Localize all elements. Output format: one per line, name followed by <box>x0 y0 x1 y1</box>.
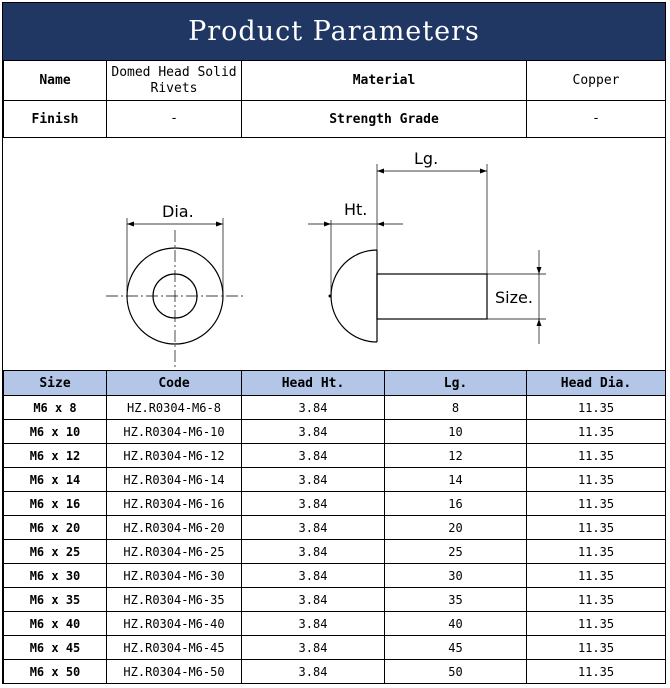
table-body <box>4 396 666 684</box>
code-cell: HZ.R0304-M6-10 <box>107 420 242 444</box>
code-cell: HZ.R0304-M6-40 <box>107 612 242 636</box>
size-label: Size. <box>495 288 533 307</box>
ht-arrow-right <box>377 222 384 227</box>
head-ht-cell: 3.84 <box>242 396 385 420</box>
size-cell: M6 x 12 <box>4 444 107 468</box>
page-title: Product Parameters <box>3 3 665 60</box>
head-dia-cell: 11.35 <box>527 420 666 444</box>
lg-cell: 45 <box>385 636 527 660</box>
code-cell: HZ.R0304-M6-8 <box>107 396 242 420</box>
size-arrow-top <box>537 267 542 274</box>
table-header-row <box>4 371 666 396</box>
material-label: Material <box>242 61 527 101</box>
dome-apex-dot <box>329 295 332 298</box>
code-cell: HZ.R0304-M6-20 <box>107 516 242 540</box>
lg-cell: 10 <box>385 420 527 444</box>
table-row <box>4 564 666 588</box>
info-row-finish <box>4 101 666 138</box>
code-cell: HZ.R0304-M6-45 <box>107 636 242 660</box>
strength-grade-label: Strength Grade <box>242 101 527 138</box>
lg-arrow-right <box>480 169 487 174</box>
head-ht-cell: 3.84 <box>242 444 385 468</box>
size-cell: M6 x 45 <box>4 636 107 660</box>
head-dia-cell: 11.35 <box>527 660 666 684</box>
strength-grade-value: - <box>527 101 666 138</box>
name-value: Domed Head Solid Rivets <box>107 61 242 101</box>
column-header-head-dia: Head Dia. <box>527 371 666 396</box>
head-ht-cell: 3.84 <box>242 516 385 540</box>
parameters-table <box>3 370 666 684</box>
head-dia-cell: 11.35 <box>527 468 666 492</box>
material-value: Copper <box>527 61 666 101</box>
head-ht-cell: 3.84 <box>242 468 385 492</box>
lg-cell: 20 <box>385 516 527 540</box>
head-ht-cell: 3.84 <box>242 588 385 612</box>
code-cell: HZ.R0304-M6-12 <box>107 444 242 468</box>
column-header-head-ht: Head Ht. <box>242 371 385 396</box>
code-cell: HZ.R0304-M6-14 <box>107 468 242 492</box>
code-cell: HZ.R0304-M6-35 <box>107 588 242 612</box>
size-cell: M6 x 25 <box>4 540 107 564</box>
head-ht-cell: 3.84 <box>242 636 385 660</box>
head-dia-cell: 11.35 <box>527 492 666 516</box>
dome-head-outline <box>331 250 377 342</box>
size-cell: M6 x 16 <box>4 492 107 516</box>
rivet-top-view <box>106 218 244 368</box>
head-dia-cell: 11.35 <box>527 564 666 588</box>
code-cell: HZ.R0304-M6-16 <box>107 492 242 516</box>
lg-cell: 40 <box>385 612 527 636</box>
technical-drawing <box>3 137 665 371</box>
shank-outline <box>377 274 487 319</box>
head-ht-cell: 3.84 <box>242 492 385 516</box>
dia-label: Dia. <box>162 202 194 221</box>
head-dia-cell: 11.35 <box>527 612 666 636</box>
table-row <box>4 612 666 636</box>
lg-cell: 50 <box>385 660 527 684</box>
head-ht-cell: 3.84 <box>242 564 385 588</box>
table-row <box>4 444 666 468</box>
head-dia-cell: 11.35 <box>527 444 666 468</box>
head-dia-cell: 11.35 <box>527 540 666 564</box>
finish-value: - <box>107 101 242 138</box>
table-row <box>4 396 666 420</box>
lg-arrow-left <box>377 169 384 174</box>
table-row <box>4 540 666 564</box>
head-ht-cell: 3.84 <box>242 660 385 684</box>
code-cell: HZ.R0304-M6-30 <box>107 564 242 588</box>
lg-cell: 14 <box>385 468 527 492</box>
lg-cell: 8 <box>385 396 527 420</box>
finish-label: Finish <box>4 101 107 138</box>
ht-arrow-left <box>324 222 331 227</box>
table-row <box>4 636 666 660</box>
lg-label: Lg. <box>414 149 439 168</box>
size-cell: M6 x 14 <box>4 468 107 492</box>
name-label: Name <box>4 61 107 101</box>
column-header-code: Code <box>107 371 242 396</box>
info-row-name <box>4 61 666 101</box>
rivet-drawing-svg <box>3 138 665 371</box>
head-dia-cell: 11.35 <box>527 588 666 612</box>
head-ht-cell: 3.84 <box>242 612 385 636</box>
lg-cell: 12 <box>385 444 527 468</box>
head-dia-cell: 11.35 <box>527 636 666 660</box>
head-ht-cell: 3.84 <box>242 420 385 444</box>
size-cell: M6 x 20 <box>4 516 107 540</box>
lg-cell: 30 <box>385 564 527 588</box>
head-dia-cell: 11.35 <box>527 516 666 540</box>
head-ht-cell: 3.84 <box>242 540 385 564</box>
size-cell: M6 x 30 <box>4 564 107 588</box>
rivet-side-view <box>308 164 546 344</box>
dia-arrow-left <box>127 222 134 227</box>
lg-cell: 16 <box>385 492 527 516</box>
table-row <box>4 516 666 540</box>
column-header-size: Size <box>4 371 107 396</box>
head-dia-cell: 11.35 <box>527 396 666 420</box>
size-cell: M6 x 8 <box>4 396 107 420</box>
lg-cell: 35 <box>385 588 527 612</box>
size-cell: M6 x 10 <box>4 420 107 444</box>
table-row <box>4 492 666 516</box>
column-header-lg: Lg. <box>385 371 527 396</box>
table-row <box>4 420 666 444</box>
code-cell: HZ.R0304-M6-50 <box>107 660 242 684</box>
table-row <box>4 468 666 492</box>
dia-arrow-right <box>216 222 223 227</box>
ht-label: Ht. <box>344 200 368 219</box>
product-sheet <box>2 2 666 684</box>
lg-cell: 25 <box>385 540 527 564</box>
size-cell: M6 x 50 <box>4 660 107 684</box>
info-table <box>3 60 666 138</box>
table-row <box>4 660 666 684</box>
size-arrow-bottom <box>537 319 542 326</box>
table-row <box>4 588 666 612</box>
size-cell: M6 x 35 <box>4 588 107 612</box>
code-cell: HZ.R0304-M6-25 <box>107 540 242 564</box>
size-cell: M6 x 40 <box>4 612 107 636</box>
